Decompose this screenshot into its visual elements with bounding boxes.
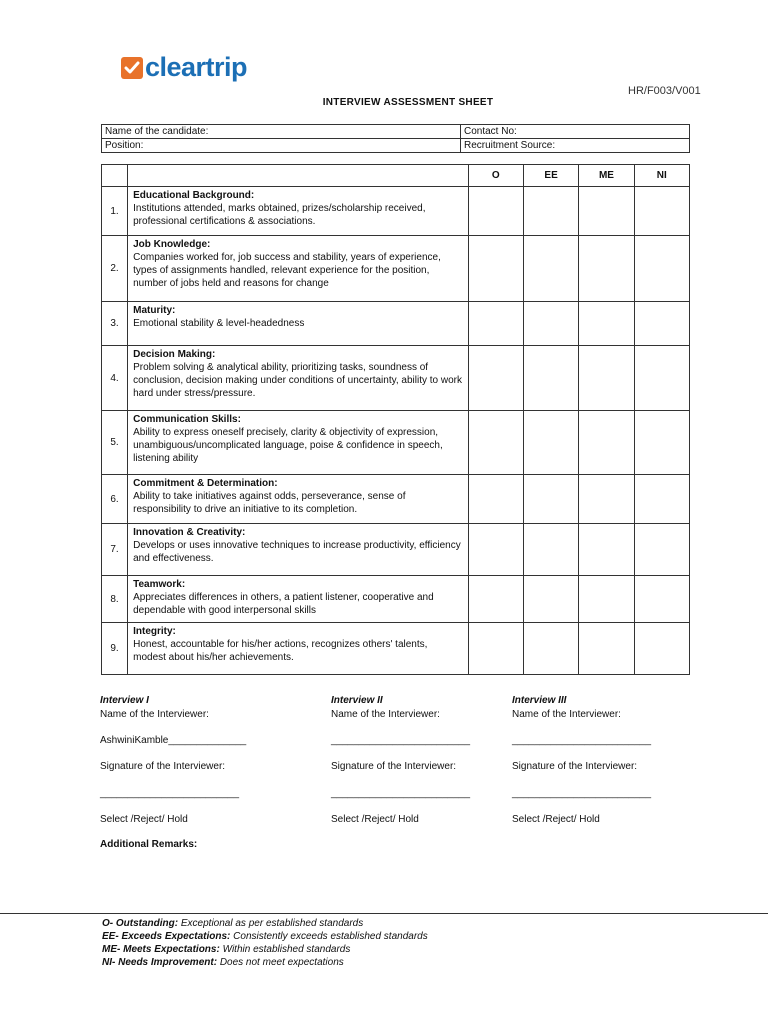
rating-cell-o[interactable] (468, 576, 523, 623)
interviewer-name-label: Name of the Interviewer: (512, 709, 621, 720)
criterion-title: Educational Background: (133, 190, 255, 201)
legend-meaning: Does not meet expectations (219, 957, 344, 968)
company-logo (121, 54, 247, 81)
rating-cell-me[interactable] (579, 302, 634, 346)
interviewer-signature-label: Signature of the Interviewer: (331, 761, 457, 772)
rating-cell-ee[interactable] (523, 475, 578, 524)
rating-cell-ni[interactable] (634, 524, 689, 576)
rating-cell-me[interactable] (579, 346, 634, 411)
rating-header-row (102, 165, 690, 187)
interviewer-signature-label: Signature of the Interviewer: (100, 761, 226, 772)
criterion-row (102, 302, 690, 346)
criterion-row (102, 187, 690, 236)
brand-name: cleartrip (145, 52, 248, 82)
criterion-description-cell (128, 346, 468, 411)
decision-options[interactable]: Select /Reject/ Hold (331, 814, 419, 825)
criterion-title: Innovation & Creativity: (133, 527, 246, 538)
criterion-description-cell (128, 524, 468, 576)
blank-header-cell (128, 165, 468, 187)
criterion-description: Ability to express oneself precisely, clarity & objectivity of expression, unambiguous/uncomplicated language, poise & confidence in speech, listening ability (133, 427, 443, 464)
criterion-row (102, 576, 690, 623)
decision-options[interactable]: Select /Reject/ Hold (100, 814, 188, 825)
criterion-row (102, 236, 690, 302)
interviewer-signature-label: Signature of the Interviewer: (512, 761, 638, 772)
criterion-description: Ability to take initiatives against odds, perseverance, sense of responsibility to drive an initiative to its completion. (133, 491, 406, 515)
rating-cell-ni[interactable] (634, 346, 689, 411)
interviewer-name-field[interactable]: _________________________ (331, 735, 471, 746)
page-title: INTERVIEW ASSESSMENT SHEET (322, 97, 494, 108)
criterion-description: Institutions attended, marks obtained, prizes/scholarship received, professional certifications & associations. (133, 203, 426, 227)
rating-cell-ni[interactable] (634, 411, 689, 475)
interviewer-name-field[interactable]: AshwiniKamble______________ (100, 735, 247, 746)
interview-2-column (331, 694, 511, 825)
criterion-title: Communication Skills: (133, 414, 241, 425)
legend-meaning: Within established standards (222, 944, 351, 955)
criterion-number: 8. (102, 576, 128, 623)
blank-header-cell (102, 165, 128, 187)
rating-cell-ee[interactable] (523, 524, 578, 576)
legend-term: NI- Needs Improvement: (102, 957, 218, 968)
legend-meaning: Consistently exceeds established standards (233, 931, 428, 942)
rating-cell-ee[interactable] (523, 623, 578, 675)
interviewer-name-label: Name of the Interviewer: (100, 709, 209, 720)
criterion-number: 4. (102, 346, 128, 411)
criterion-description-cell (128, 187, 468, 236)
rating-cell-o[interactable] (468, 187, 523, 236)
criterion-title: Teamwork: (133, 579, 186, 590)
interviewer-name-field[interactable]: _________________________ (512, 735, 652, 746)
criterion-row (102, 623, 690, 675)
additional-remarks-label: Additional Remarks: (100, 839, 198, 850)
criterion-row (102, 475, 690, 524)
criterion-number: 6. (102, 475, 128, 524)
criterion-row (102, 411, 690, 475)
rating-cell-ni[interactable] (634, 236, 689, 302)
assessment-table (101, 164, 690, 675)
criterion-number: 1. (102, 187, 128, 236)
rating-legend (102, 917, 428, 969)
form-code: HR/F003/V001 (628, 85, 701, 97)
rating-cell-o[interactable] (468, 524, 523, 576)
interviewer-name-label: Name of the Interviewer: (331, 709, 440, 720)
criterion-title: Commitment & Determination: (133, 478, 278, 489)
rating-cell-o[interactable] (468, 411, 523, 475)
rating-cell-me[interactable] (579, 236, 634, 302)
interview-heading: Interview II (331, 695, 383, 706)
criterion-number: 2. (102, 236, 128, 302)
interviewer-signature-field[interactable]: _________________________ (512, 788, 652, 799)
rating-header-o: O (468, 165, 523, 187)
rating-cell-o[interactable] (468, 346, 523, 411)
legend-term: EE- Exceeds Expectations: (102, 931, 231, 942)
interviewer-signature-field[interactable]: _________________________ (331, 788, 471, 799)
criterion-number: 3. (102, 302, 128, 346)
criterion-description: Companies worked for, job success and stability, years of experience, types of assignments handled, relevant experience for the position, number of jobs held and reasons for change (133, 252, 441, 289)
criterion-description: Emotional stability & level-headedness (133, 318, 305, 329)
position-field[interactable]: Position: (102, 139, 461, 153)
legend-meaning: Exceptional as per established standards (180, 918, 364, 929)
candidate-info-table (101, 124, 690, 153)
rating-cell-ee[interactable] (523, 187, 578, 236)
rating-cell-ee[interactable] (523, 302, 578, 346)
interview-3-column (512, 694, 692, 825)
rating-cell-ni[interactable] (634, 475, 689, 524)
rating-cell-me[interactable] (579, 576, 634, 623)
rating-cell-ni[interactable] (634, 623, 689, 675)
rating-cell-me[interactable] (579, 187, 634, 236)
legend-term: ME- Meets Expectations: (102, 944, 220, 955)
interviewer-signature-field[interactable]: _________________________ (100, 788, 240, 799)
legend-item (102, 956, 428, 969)
footer-divider (0, 913, 768, 914)
criterion-row (102, 346, 690, 411)
rating-cell-o[interactable] (468, 623, 523, 675)
legend-item (102, 943, 428, 956)
interview-heading: Interview I (100, 695, 149, 706)
legend-item (102, 917, 428, 930)
criterion-description: Develops or uses innovative techniques to increase productivity, efficiency and effectiveness. (133, 540, 461, 564)
rating-cell-ee[interactable] (523, 346, 578, 411)
criterion-description: Honest, accountable for his/her actions, recognizes others' talents, modest about his/her achievements. (133, 639, 428, 663)
legend-item (102, 930, 428, 943)
rating-cell-me[interactable] (579, 475, 634, 524)
checkmark-icon (121, 57, 143, 79)
rating-cell-me[interactable] (579, 411, 634, 475)
criterion-description-cell (128, 475, 468, 524)
decision-options[interactable]: Select /Reject/ Hold (512, 814, 600, 825)
interview-1-column (100, 694, 280, 825)
rating-cell-o[interactable] (468, 236, 523, 302)
rating-cell-me[interactable] (579, 623, 634, 675)
rating-cell-o[interactable] (468, 302, 523, 346)
rating-header-me: ME (579, 165, 634, 187)
rating-cell-o[interactable] (468, 475, 523, 524)
candidate-name-field[interactable]: Name of the candidate: (102, 125, 461, 139)
rating-header-ni: NI (634, 165, 689, 187)
criterion-title: Decision Making: (133, 349, 216, 360)
criterion-title: Maturity: (133, 305, 176, 316)
rating-header-ee: EE (523, 165, 578, 187)
criterion-number: 7. (102, 524, 128, 576)
rating-cell-ni[interactable] (634, 576, 689, 623)
rating-cell-me[interactable] (579, 524, 634, 576)
criterion-description-cell (128, 576, 468, 623)
rating-cell-ni[interactable] (634, 302, 689, 346)
interview-heading: Interview III (512, 695, 567, 706)
criterion-description-cell (128, 302, 468, 346)
rating-cell-ee[interactable] (523, 411, 578, 475)
rating-cell-ee[interactable] (523, 576, 578, 623)
criterion-number: 5. (102, 411, 128, 475)
rating-cell-ni[interactable] (634, 187, 689, 236)
criterion-title: Job Knowledge: (133, 239, 211, 250)
criterion-title: Integrity: (133, 626, 176, 637)
criterion-description: Problem solving & analytical ability, prioritizing tasks, soundness of conclusion, decision making under conditions of uncertainty, ability to work hard under stress/pressure. (133, 362, 462, 399)
criterion-description-cell (128, 411, 468, 475)
legend-term: O- Outstanding: (102, 918, 179, 929)
rating-cell-ee[interactable] (523, 236, 578, 302)
criterion-description: Appreciates differences in others, a patient listener, cooperative and dependable with good interpersonal skills (133, 592, 434, 616)
criterion-description-cell (128, 623, 468, 675)
recruitment-source-field[interactable]: Recruitment Source: (461, 139, 690, 153)
criterion-description-cell (128, 236, 468, 302)
contact-number-field[interactable]: Contact No: (461, 125, 690, 139)
criterion-number: 9. (102, 623, 128, 675)
criterion-row (102, 524, 690, 576)
